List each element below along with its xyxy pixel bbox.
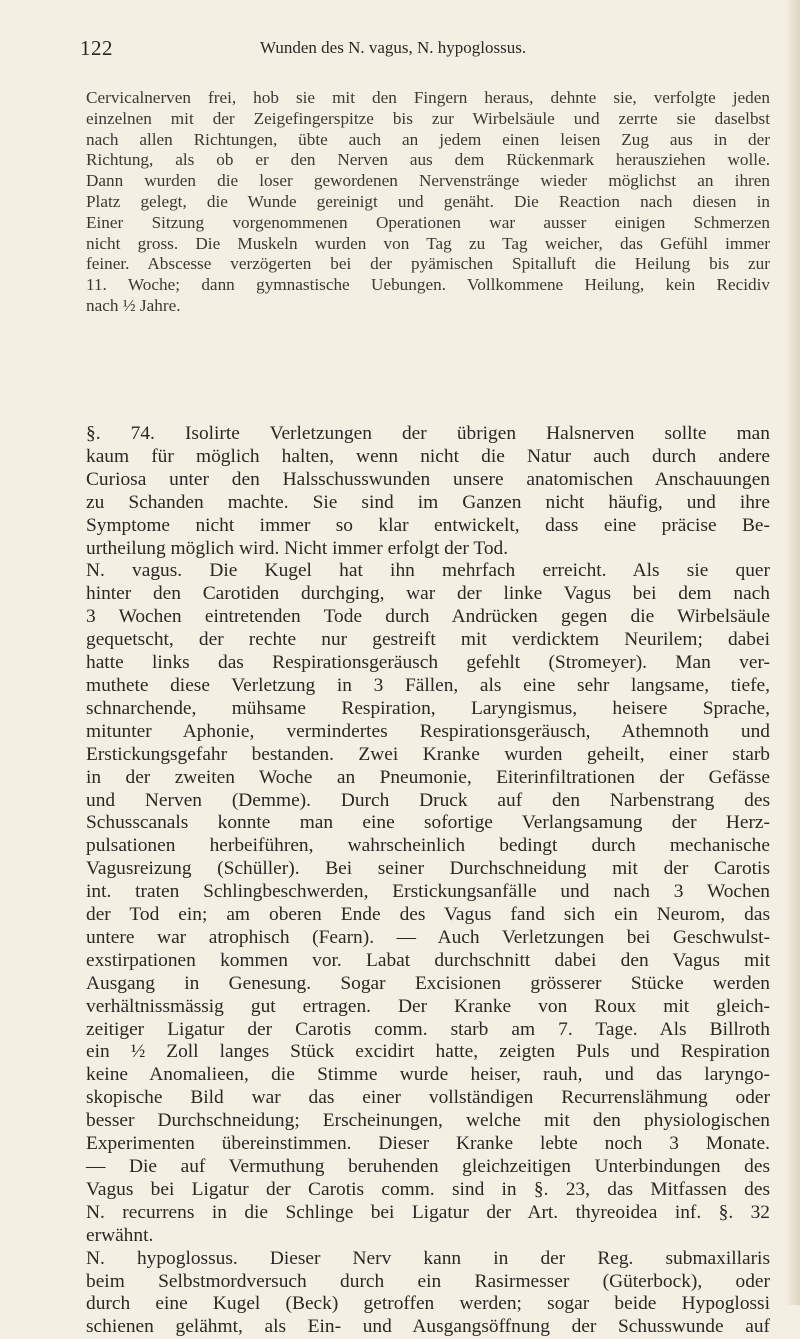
- text-line: nicht gross. Die Muskeln wurden von Tag zu Tag weicher, das Gefühl immer: [86, 233, 770, 253]
- text-line: nach ½ Jahre.: [86, 295, 181, 315]
- text-line: Experimenten übereinstimmen. Dieser Kranke lebte noch 3 Monate.: [86, 1133, 770, 1155]
- text-line: kaum für möglich halten, wenn nicht die Natur auch durch andere: [86, 445, 770, 467]
- text-line: mitunter Aphonie, vermindertes Respirationsgeräusch, Athemnoth und: [86, 720, 770, 742]
- text-line: untere war atrophisch (Fearn). — Auch Verletzungen bei Geschwulst-: [86, 926, 770, 948]
- text-line: schnarchende, mühsame Respiration, Laryngismus, heisere Sprache,: [86, 697, 770, 719]
- text-line: urtheilung möglich wird. Nicht immer erfolgt der Tod.: [86, 537, 509, 559]
- text-line: Einer Sitzung vorgenommenen Operationen war ausser einigen Schmerzen: [86, 212, 770, 232]
- page-edge-shadow: [786, 0, 800, 1305]
- text-line: skopische Bild war das einer vollständigen Recurrenslähmung oder: [86, 1087, 770, 1109]
- text-line: einzelnen mit der Zeigefingerspitze bis zur Wirbelsäule und zerrte sie daselbst: [86, 108, 770, 128]
- text-line: N. recurrens in die Schlinge bei Ligatur der Art. thyreoidea inf. §. 32: [86, 1201, 770, 1223]
- text-line: Curiosa unter den Halsschusswunden unsere anatomischen Anschauungen: [86, 468, 770, 490]
- text-line: der Tod ein; am oberen Ende des Vagus fand sich ein Neurom, das: [86, 904, 770, 926]
- text-line: Dann wurden die loser gewordenen Nervenstränge wieder möglichst an ihren: [86, 171, 770, 191]
- text-line: Cervicalnerven frei, hob sie mit den Fingern heraus, dehnte sie, verfolgte jeden: [86, 88, 770, 107]
- text-line: Ausgang in Genesung. Sogar Excisionen grösserer Stücke werden: [86, 972, 770, 994]
- text-line: int. traten Schlingbeschwerden, Erstickungsanfälle und nach 3 Wochen: [86, 881, 770, 903]
- running-head: Wunden des N. vagus, N. hypoglossus.: [260, 38, 527, 57]
- text-line: ein ½ Zoll langes Stück excidirt hatte, zeigten Puls und Respiration: [86, 1041, 770, 1063]
- text-line: exstirpationen kommen vor. Labat durchschnitt dabei den Vagus mit: [86, 949, 770, 971]
- text-line: Symptome nicht immer so klar entwickelt, dass eine präcise Be-: [86, 514, 770, 536]
- text-line: hatte links das Respirationsgeräusch gefehlt (Stromeyer). Man ver-: [86, 652, 770, 674]
- text-line: Platz gelegt, die Wunde gereinigt und genäht. Die Reaction nach diesen in: [86, 191, 770, 211]
- text-line: feiner. Abscesse verzögerten bei der pyämischen Spitalluft die Heilung bis zur: [86, 254, 770, 274]
- text-line: in der zweiten Woche an Pneumonie, Eiterinfiltrationen der Gefässe: [86, 766, 770, 788]
- text-line: Erstickungsgefahr bestanden. Zwei Kranke wurden geheilt, einer starb: [86, 743, 770, 765]
- text-line: keine Anomalieen, die Stimme wurde heiser, rauh, und das laryngo-: [86, 1064, 770, 1086]
- text-line: — Die auf Vermuthung beruhenden gleichzeitigen Unterbindungen des: [86, 1156, 770, 1177]
- text-line: 11. Woche; dann gymnastische Uebungen. Vollkommene Heilung, kein Recidiv: [86, 275, 770, 295]
- text-line: Richtung, als ob er den Nerven aus dem Rückenmark herausziehen wolle.: [86, 150, 770, 170]
- page-number: 122: [80, 36, 113, 60]
- text-line: N. hypoglossus. Dieser Nerv kann in der Reg. submaxillaris: [86, 1247, 770, 1269]
- paragraph-case-report: [86, 88, 770, 317]
- text-line: erwähnt.: [86, 1224, 154, 1246]
- text-line: und Nerven (Demme). Durch Druck auf den Narbenstrang des: [86, 789, 770, 811]
- text-line: schienen gelähmt, als Ein- und Ausgangsöffnung der Schusswunde auf: [86, 1316, 770, 1338]
- text-line: muthete diese Verletzung in 3 Fällen, als eine sehr langsame, tiefe,: [86, 674, 770, 696]
- text-line: §. 74. Isolirte Verletzungen der übrigen Halsnerven sollte man: [86, 423, 770, 444]
- text-line: 3 Wochen eintretenden Tode durch Andrücken gegen die Wirbelsäule: [86, 606, 770, 628]
- text-line: besser Durchschneidung; Erscheinungen, welche mit den physiologischen: [86, 1110, 770, 1132]
- text-line: nach allen Richtungen, übte auch an jedem einen leisen Zug aus in der: [86, 129, 770, 149]
- text-line: verhältnissmässig gut ertragen. Der Kranke von Roux mit gleich-: [86, 995, 770, 1017]
- text-line: zeitiger Ligatur der Carotis comm. starb am 7. Tage. Als Billroth: [86, 1018, 770, 1040]
- text-line: durch eine Kugel (Beck) getroffen werden; sogar beide Hypoglossi: [86, 1293, 770, 1315]
- text-line: Vagusreizung (Schüller). Bei seiner Durchschneidung mit der Carotis: [86, 858, 770, 880]
- text-line: Schusscanals konnte man eine sofortige Verlangsamung der Herz-: [86, 812, 770, 834]
- text-line: hinter den Carotiden durchging, war der linke Vagus bei dem nach: [86, 583, 770, 605]
- section-74-text: [86, 423, 770, 1339]
- page-header: [80, 36, 720, 60]
- text-line: pulsationen herbeiführen, wahrscheinlich bedingt durch mechanische: [86, 835, 770, 857]
- text-line: N. vagus. Die Kugel hat ihn mehrfach erreicht. Als sie quer: [86, 560, 770, 582]
- text-line: Vagus bei Ligatur der Carotis comm. sind in §. 23, das Mitfassen des: [86, 1178, 770, 1200]
- text-line: gequetscht, der rechte nur gestreift mit verdicktem Neurilem; dabei: [86, 629, 770, 651]
- text-line: beim Selbstmordversuch durch ein Rasirmesser (Güterbock), oder: [86, 1270, 770, 1292]
- text-line: zu Schanden machte. Sie sind im Ganzen nicht häufig, und ihre: [86, 491, 770, 513]
